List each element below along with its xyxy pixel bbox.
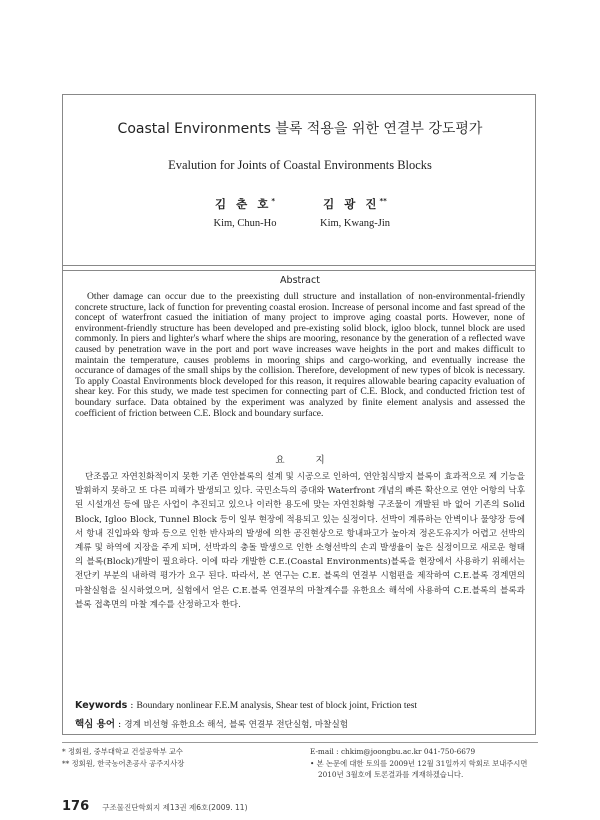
author-1-name-en: Kim, Chun-Ho xyxy=(213,218,277,229)
journal-info: 구조물진단학회지 제13권 제6호(2009. 11) xyxy=(102,803,248,812)
author-1 xyxy=(190,196,300,229)
abstract-body: Other damage can occur due to the preexisting dull structure and installation of non-environmental-friendly concrete structure, lack of function for preventing coastal erosion. Increase of personal income and fast spread of the concept of waterfront casued the initiation of many project to improve aging coastal ports. However, none of environment-friendly structure has been developed and pre-existing solid block, igloo block, tunnel block are used commonly. In piers and lighter's wharf where the ships are mooring, resonance by the generation of a reflected wave caused by penetration wave in the port and port wave increases wave heights in the port and makes difficult to maintain the temperature, causes problems in mooring ships and cargo-working, and eventually increase the occurance of damages of the small ships by the collision. Therefore, development of new types of blcok is necessary. To apply Coastal Environments block developed for this reason, it requires allowable bearing capacity evaluation of shear key. For this study, we made test specimen for connecting part of C.E. Block, and conducted friction test of boundary surface. Data obtained by the experiment was analyzed by finite element analysis and assessed the coefficient of friction between C.E. Block and boundary surface. xyxy=(75,291,525,419)
keywords-ko: 핵심 용어 : 경계 비선형 유한요소 해석, 블록 연결부 전단실험, 마찰실험 xyxy=(75,719,349,730)
footnote-discussion-1-b: • 본 논문에 대한 토의를 2009년 12월 31일까지 학회로 보내주시면 xyxy=(310,759,528,768)
footnote-area xyxy=(62,742,538,743)
keywords-en: Keywords : Boundary nonlinear F.E.M analysis, Shear test of block joint, Friction test xyxy=(75,700,418,711)
footnote-author-1-b: * 정회원, 중부대학교 건설공학부 교수 xyxy=(62,747,183,756)
author-1-name-ko: 김 춘 호* xyxy=(214,197,275,211)
page-number: 176 xyxy=(62,799,90,814)
footnote-email-b: E-mail : chkim@joongbu.ac.kr 041-750-6679 xyxy=(310,747,476,756)
footnote-discussion-2-b: 2010년 3월호에 토론결과를 게재하겠습니다. xyxy=(318,770,464,779)
keywords-ko-text: 경계 비선형 유한요소 해석, 블록 연결부 전단실험, 마찰실험 xyxy=(124,720,349,730)
footnote-author-2-b: ** 정회원, 한국농어촌공사 공주지사장 xyxy=(62,759,185,768)
keywords-text: Boundary nonlinear F.E.M analysis, Shear test of block joint, Friction test xyxy=(136,701,418,711)
keywords-ko-label: 핵심 용어 xyxy=(75,719,116,730)
author-2-name-ko: 김 광 진** xyxy=(323,197,387,211)
keywords-label: Keywords xyxy=(75,700,128,711)
author-2-name-en: Kim, Kwang-Jin xyxy=(320,218,390,229)
page-footer-line xyxy=(62,795,538,814)
title-korean: Coastal Environments 블록 적용을 위한 연결부 강도평가 xyxy=(117,121,483,137)
title-english: Evalution for Joints of Coastal Environments Blocks xyxy=(168,158,432,172)
author-2 xyxy=(295,196,415,229)
abstract-heading: Abstract xyxy=(280,275,320,286)
yoji-body: 단조롭고 자연친화적이지 못한 기존 연안블록의 설계 및 시공으로 인하여, 연안침식방지 블록이 효과적으로 제 기능을 발휘하지 못하고 또 다른 피해가 발생되고 있다. 국민소득의 증대와 Waterfront 개념의 빠른 확산으로 연안 어항의 낙후된 시설개선 등에 많은 사업이 추진되고 있으나 이러한 용도에 맞는 자연친화형 구조물이 개발된 바 없어 기존의 Solid Block, Igloo Block, Tunnel Block 등이 일부 현장에 적용되고 있는 실정이다. 선박이 계류하는 안벽이나 물양장 등에서 항내 진입파와 항파 등으로 인한 반사파의 발생에 의한 공진현상으로 항내파고가 높아져 정온도유지가 어렵고 선박의 계류 및 하역에 지장을 주게 되며, 선박과의 충돌 발생으로 인한 소형선박의 손괴 발생율이 높은 실정이므로 새로운 형태의 블록(Block)개발이 필요하다. 이에 따라 개발한 C.E.(Coastal Environments)블록을 현장에서 사용하기 위해서는 전단키 부분의 내하력 평가가 요구 된다. 따라서, 본 연구는 C.E. 블록의 연결부 시험편을 제작하여 C.E.블록 경계면의 마찰실험을 실시하였으며, 실험에서 얻은 C.E.블록 연결부의 마찰계수를 유한요소 해석에 사용하여 C.E.블록의 블록과 블록 접촉면의 마찰 계수를 산정하고자 한다. xyxy=(75,472,525,610)
yoji-heading: 요 지 xyxy=(275,455,339,466)
